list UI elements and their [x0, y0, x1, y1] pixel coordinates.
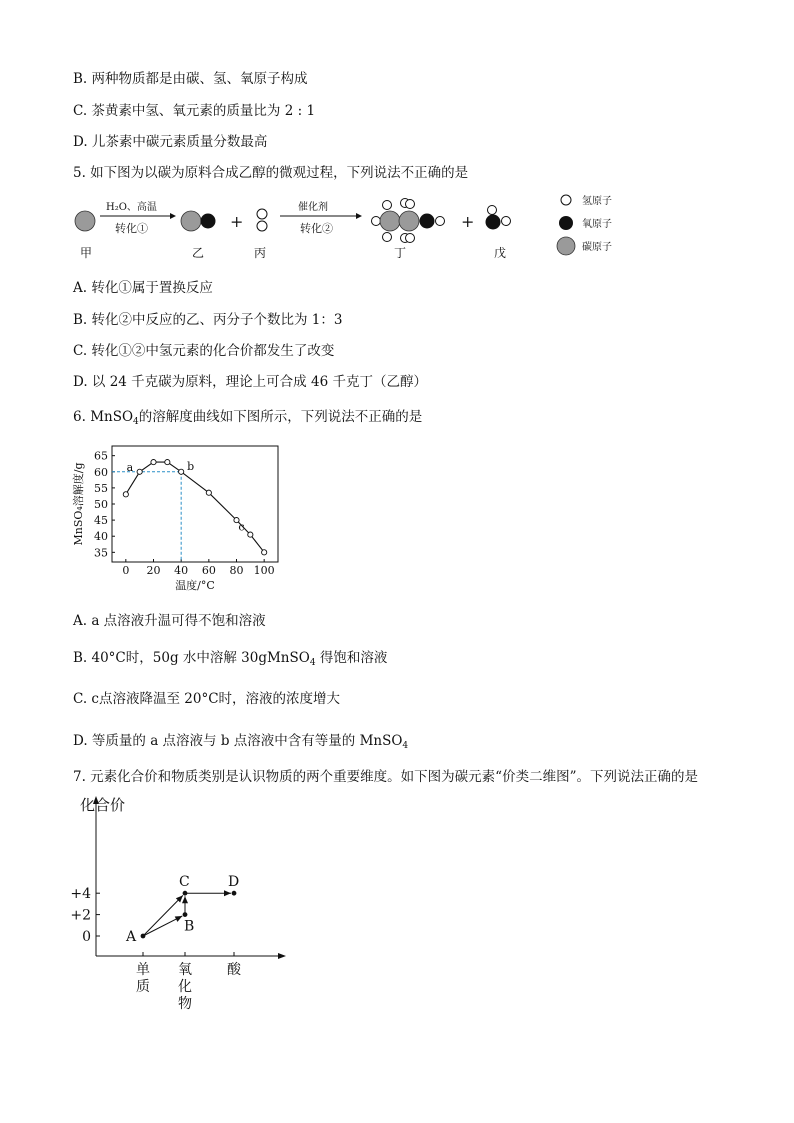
x-tick-label: 酸	[227, 962, 241, 978]
data-point	[206, 490, 211, 495]
label-jia: 甲	[80, 246, 93, 260]
svg-text:催化剂: 催化剂	[298, 202, 328, 213]
svg-text:转化①: 转化①	[115, 222, 148, 235]
q5-option-c: C. 转化①②中氢元素的化合价都发生了改变	[73, 343, 335, 359]
point-C	[183, 891, 188, 896]
x-tick-label: 单质	[136, 962, 150, 995]
y-tick-label: 65	[94, 449, 108, 463]
q6-option-b: B. 40°C时，50g 水中溶解 30gMnSO$_4$ 得饱和溶液	[73, 650, 388, 668]
data-point	[248, 532, 253, 537]
point-label-a: a	[126, 460, 134, 474]
x-tick-label: 60	[201, 564, 216, 577]
hydrogen-atom-bing-2	[257, 221, 267, 231]
y-axis-label: MnSO₄溶解度/g	[72, 462, 85, 546]
point-A	[141, 934, 146, 939]
hydrogen-atom-bing-1	[257, 209, 267, 219]
y-tick-label: 60	[94, 465, 108, 479]
svg-text:氢原子: 氢原子	[582, 196, 612, 207]
carbon-atom-ding-2	[399, 211, 419, 231]
data-point	[165, 460, 170, 465]
q6-stem: 6. MnSO$_4$的溶解度曲线如下图所示，下列说法不正确的是	[73, 409, 423, 427]
point-label-D: D	[228, 874, 240, 891]
x-axis-arrow	[278, 953, 286, 959]
x-tick-label: 氧化物	[178, 962, 192, 1012]
carbon-atom-yi	[181, 211, 201, 231]
q5-option-a: A. 转化①属于置换反应	[73, 280, 213, 296]
x-tick-label: 0	[122, 564, 130, 577]
data-point	[262, 550, 267, 555]
q6-option-a: A. a 点溶液升温可得不饱和溶液	[73, 613, 266, 629]
y-axis-label: 化合价	[80, 796, 126, 814]
legend-oxygen	[559, 216, 573, 230]
q7-stem: 7. 元素化合价和物质类别是认识物质的两个重要维度。如下图为碳元素“价类二维图”。下列说法正确的是	[73, 769, 698, 785]
legend-carbon	[557, 237, 575, 255]
carbon-atom-jia	[75, 211, 95, 231]
point-label-b: b	[187, 459, 195, 473]
svg-text:氧原子: 氧原子	[582, 219, 612, 230]
y-tick-label: 40	[94, 530, 108, 544]
valence-class-chart	[66, 790, 306, 1015]
x-tick-label: 20	[146, 564, 161, 577]
svg-text:H₂O、高温: H₂O、高温	[106, 202, 157, 213]
label-yi: 乙	[192, 246, 205, 260]
label-ding: 丁	[394, 246, 407, 260]
arrow-A-C	[143, 895, 183, 936]
data-point	[179, 469, 184, 474]
q4-option-b: B. 两种物质都是由碳、氢、氧原子构成	[73, 71, 308, 87]
point-B	[183, 912, 188, 917]
q5-stem: 5. 如下图为以碳为原料合成乙醇的微观过程，下列说法不正确的是	[73, 165, 469, 181]
y-tick-label: 35	[94, 546, 108, 560]
label-wu: 戊	[494, 246, 507, 260]
label-bing: 丙	[254, 246, 267, 260]
point-label-C: C	[179, 874, 190, 891]
q5-option-d: D. 以 24 千克碳为原料，理论上可合成 46 千克丁（乙醇）	[73, 374, 427, 390]
data-point	[137, 469, 142, 474]
svg-text:碳原子: 碳原子	[582, 242, 612, 253]
y-tick-label: 50	[94, 498, 108, 511]
data-point	[123, 492, 128, 497]
point-label-B: B	[184, 918, 195, 935]
y-tick-label: +4	[70, 886, 91, 903]
y-tick-label: 55	[94, 481, 108, 495]
x-tick-label: 40	[174, 564, 189, 577]
arrowhead-C-D	[224, 890, 231, 896]
y-tick-label: +2	[70, 907, 91, 924]
q4-option-d: D. 儿茶素中碳元素质量分数最高	[73, 134, 268, 150]
point-label-c: c	[238, 520, 245, 534]
x-tick-label: 100	[253, 564, 275, 577]
legend-hydrogen	[561, 195, 571, 205]
svg-text:+: +	[461, 212, 475, 231]
solubility-curve	[126, 459, 264, 552]
x-tick-label: 80	[229, 564, 244, 577]
point-label-A: A	[126, 929, 137, 945]
q6-option-c: C. c点溶液降温至 20°C时，溶液的浓度增大	[73, 691, 341, 707]
q4-option-c: C. 茶黄素中氢、氧元素的质量比为 2 : 1	[73, 103, 316, 119]
arrowhead-B-C	[182, 896, 188, 903]
carbon-atom-ding-1	[380, 211, 400, 231]
y-tick-label: 0	[82, 929, 91, 945]
x-axis-label: 温度/°C	[175, 579, 215, 592]
q5-option-b: B. 转化②中反应的乙、丙分子个数比为 1：3	[73, 312, 343, 328]
oxygen-atom-ding	[420, 214, 435, 229]
plot-frame	[112, 446, 278, 562]
y-tick-label: 45	[94, 514, 108, 528]
solubility-chart	[70, 440, 290, 592]
svg-text:转化②: 转化②	[300, 222, 333, 235]
point-D	[232, 891, 237, 896]
q6-option-d: D. 等质量的 a 点溶液与 b 点溶液中含有等量的 MnSO$_4$	[73, 733, 409, 751]
q5-reaction-diagram	[60, 190, 660, 268]
svg-text:+: +	[230, 212, 244, 231]
data-point	[151, 460, 156, 465]
oxygen-atom-wu	[486, 215, 501, 230]
oxygen-atom-yi	[201, 214, 216, 229]
